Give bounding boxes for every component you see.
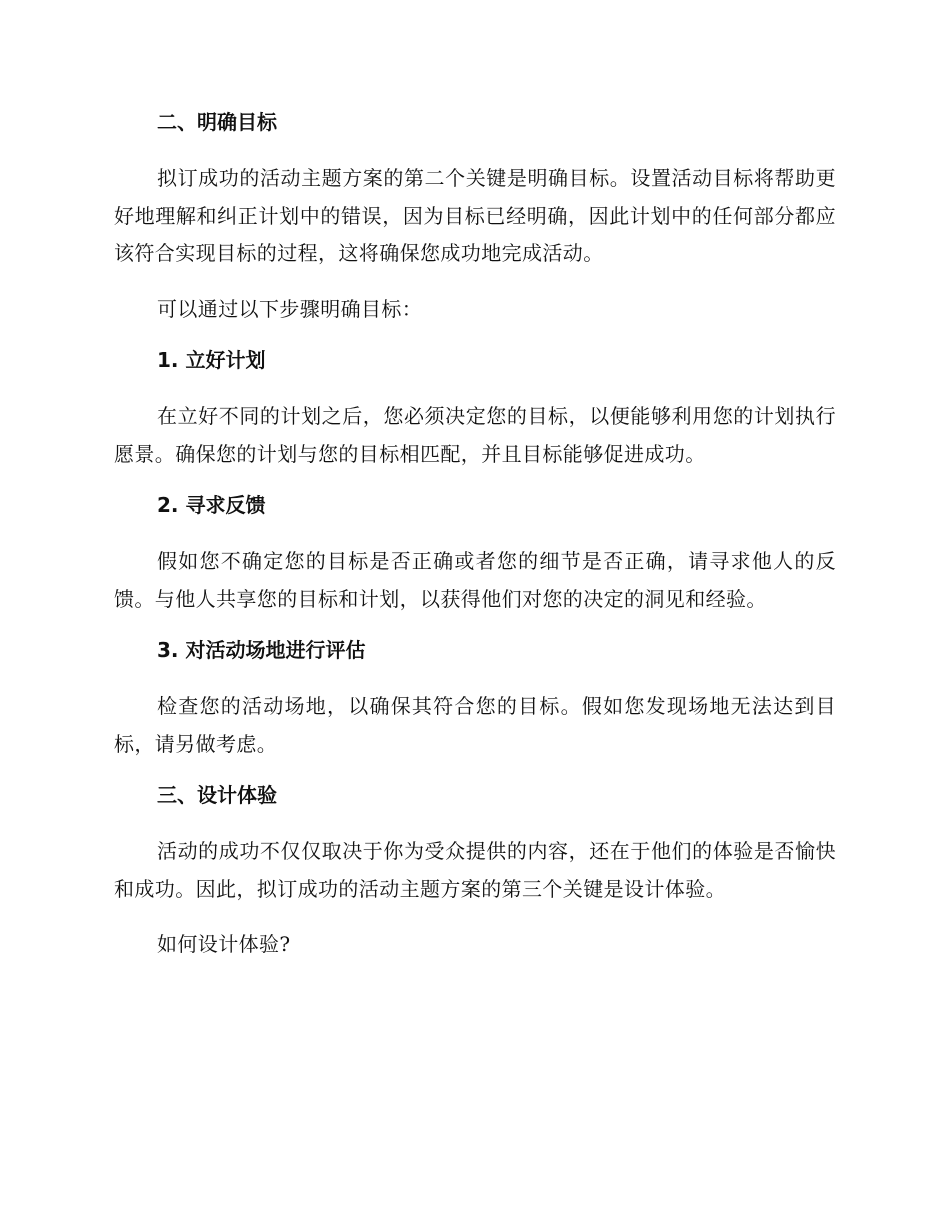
paragraph-steps-intro: 可以通过以下步骤明确目标：: [157, 296, 423, 321]
paragraph-design-experience: 活动的成功不仅仅取决于你为受众提供的内容，还在于他们的体验是否愉快和成功。因此，拟订成功的活动主题方案的第三个关键是设计体验。: [114, 839, 836, 901]
paragraph-seek-feedback: 假如您不确定您的目标是否正确或者您的细节是否正确，请寻求他人的反馈。与他人共享您的目标和计划，以获得他们对您的决定的洞见和经验。: [114, 549, 836, 611]
paragraph-goals-intro: 拟订成功的活动主题方案的第二个关键是明确目标。设置活动目标将帮助更好地理解和纠正计划中的错误，因为目标已经明确，因此计划中的任何部分都应该符合实现目标的过程，这将确保您成功地完成活动。: [114, 166, 836, 265]
paragraph-how-design: 如何设计体验?: [157, 932, 291, 956]
subheading-make-plan: 1. 立好计划: [157, 348, 266, 372]
subheading-seek-feedback: 2. 寻求反馈: [157, 493, 266, 517]
subheading-evaluate-venue: 3. 对活动场地进行评估: [157, 638, 366, 662]
paragraph-evaluate-venue: 检查您的活动场地，以确保其符合您的目标。假如您发现场地无法达到目标，请另做考虑。: [114, 694, 836, 756]
paragraph-make-plan: 在立好不同的计划之后，您必须决定您的目标，以便能够利用您的计划执行愿景。确保您的计划与您的目标相匹配，并且目标能够促进成功。: [114, 404, 836, 466]
section-heading-design-experience: 三、设计体验: [157, 783, 277, 807]
section-heading-clarify-goals: 二、明确目标: [157, 110, 277, 134]
